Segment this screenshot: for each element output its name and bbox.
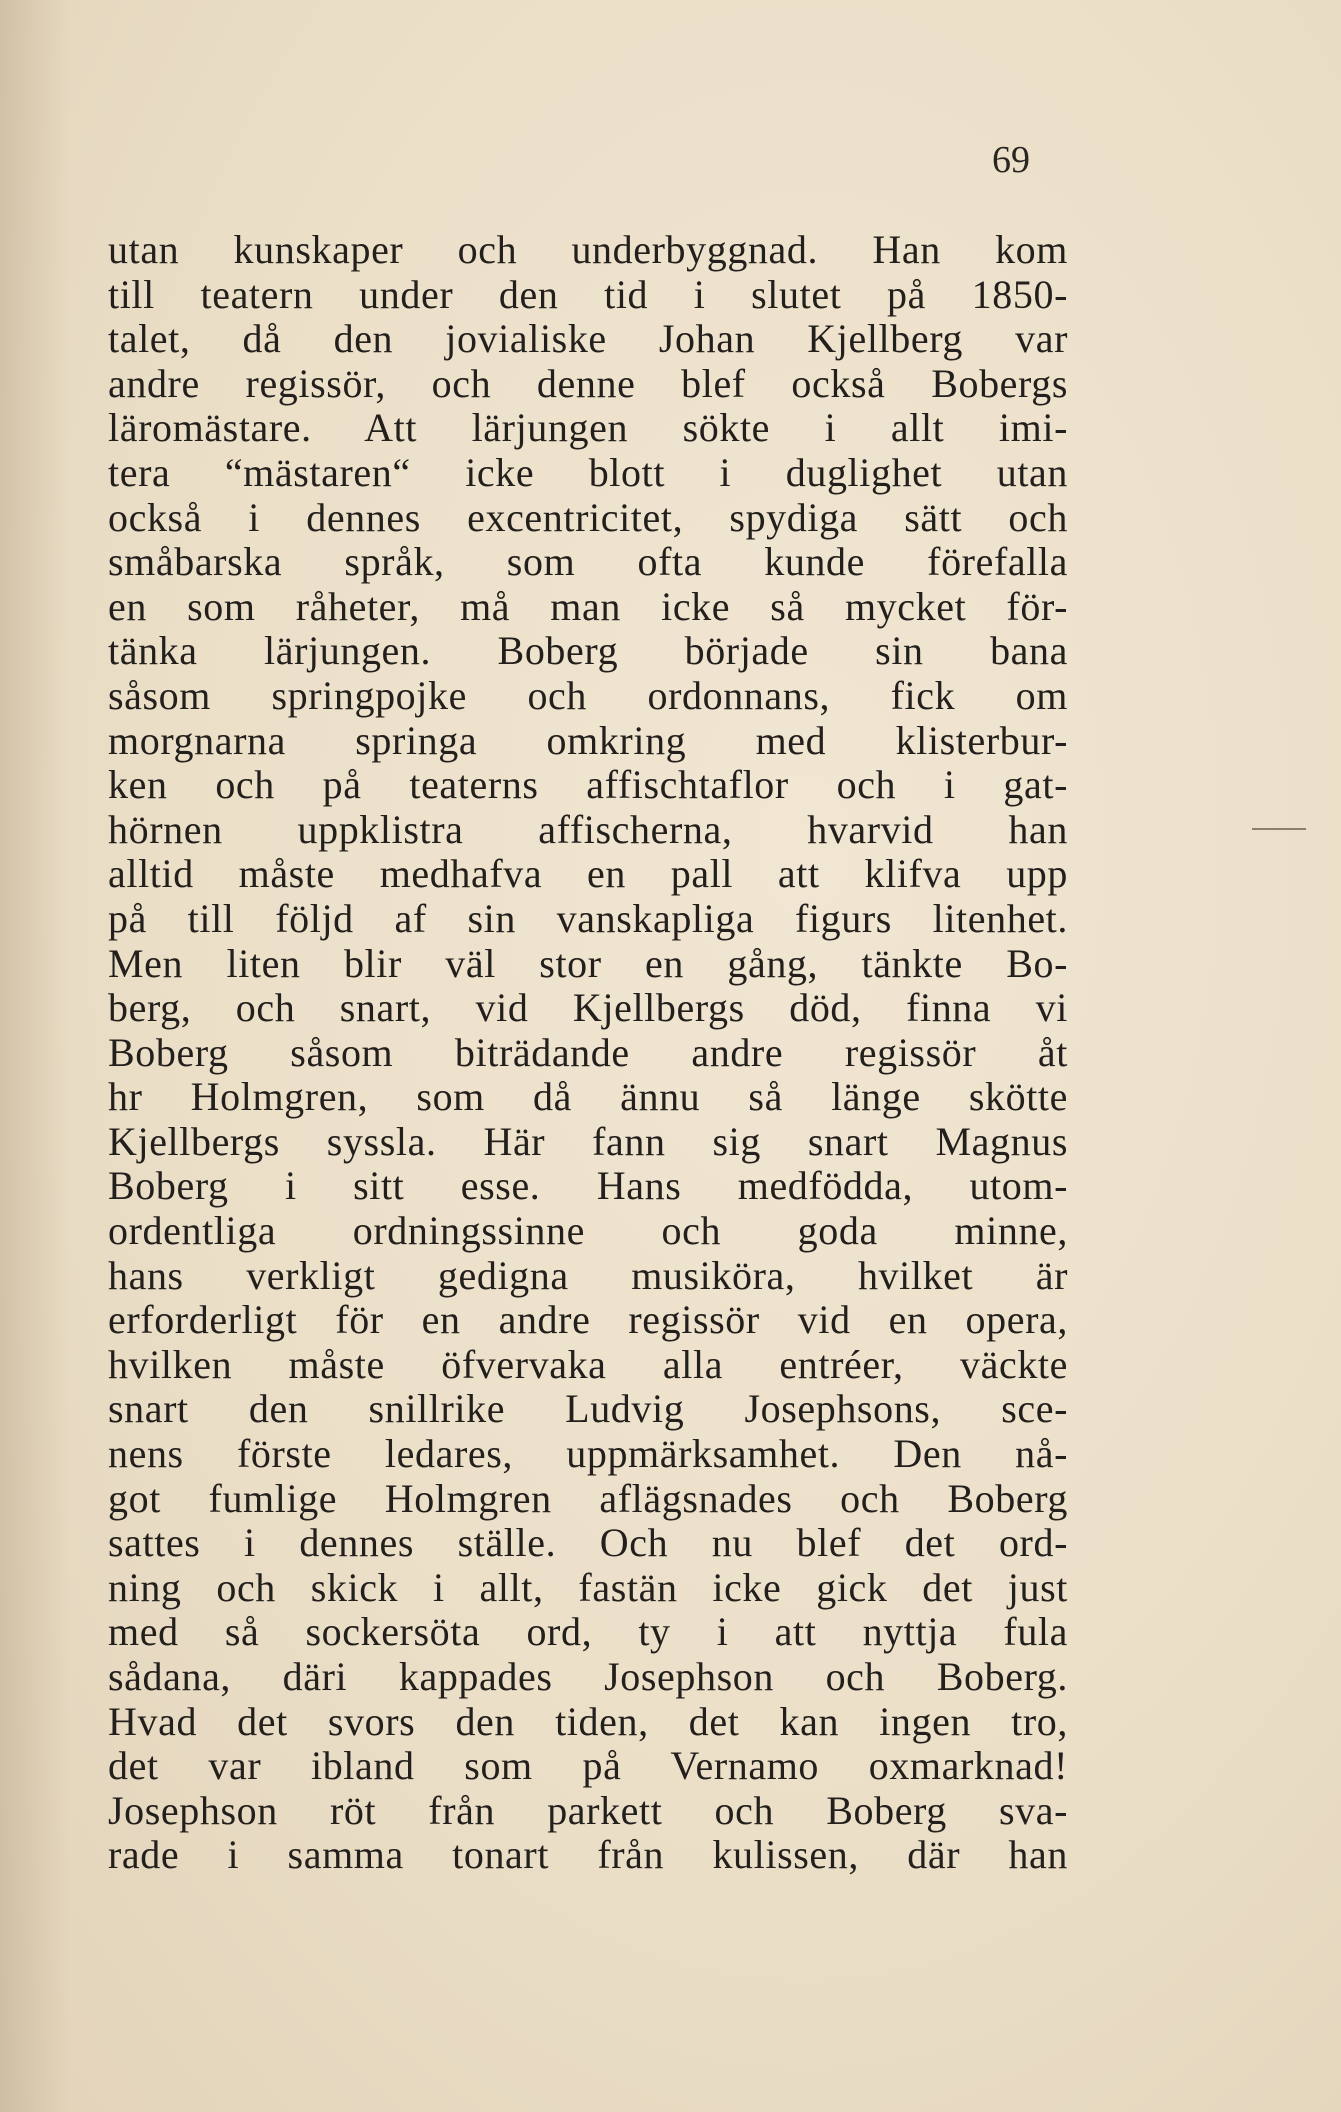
text-line: andre regissör, och denne blef också Bobergs (108, 360, 1068, 406)
text-line: det var ibland som på Vernamo oxmarknad! (108, 1743, 1068, 1789)
text-line: morgnarna springa omkring med klisterbur- (108, 717, 1068, 763)
text-line: ning och skick i allt, fastän icke gick det just (108, 1564, 1068, 1610)
text-line: sattes i dennes ställe. Och nu blef det ord- (108, 1520, 1068, 1566)
text-line: Boberg såsom biträdande andre regissör åt (108, 1029, 1068, 1075)
text-line: Boberg i sitt esse. Hans medfödda, utom- (108, 1163, 1068, 1209)
text-line: alltid måste medhafva en pall att klifva upp (108, 851, 1068, 897)
text-line: sådana, däri kappades Josephson och Boberg. (108, 1654, 1068, 1699)
text-line: ken och på teaterns affischtaflor och i gat- (108, 762, 1068, 808)
page-number: 69 (992, 139, 1030, 181)
text-line: tera “mästaren“ icke blott i duglighet utan (108, 449, 1068, 495)
text-line: småbarska språk, som ofta kunde förefalla (108, 539, 1068, 585)
text-line: rade i samma tonart från kulissen, där han (108, 1832, 1068, 1878)
text-line: erforderligt för en andre regissör vid en opera, (108, 1297, 1068, 1343)
text-line: hvilken måste öfvervaka alla entréer, väckte (108, 1341, 1068, 1387)
text-line: tänka lärjungen. Boberg började sin bana (108, 628, 1068, 674)
text-line: Hvad det svors den tiden, det kan ingen tro, (108, 1698, 1068, 1744)
text-line: hans verkligt gedigna musiköra, hvilket är (108, 1252, 1068, 1298)
text-line: snart den snillrike Ludvig Josephsons, sce- (108, 1386, 1068, 1432)
margin-mark (1252, 828, 1306, 830)
text-line: läromästare. Att lärjungen sökte i allt imi- (108, 405, 1068, 451)
text-line: got fumlige Holmgren aflägsnades och Boberg (108, 1475, 1068, 1521)
text-line: såsom springpojke och ordonnans, fick om (108, 672, 1068, 718)
text-line: berg, och snart, vid Kjellbergs död, finna vi (108, 985, 1068, 1031)
text-line: en som råheter, må man icke så mycket för- (108, 583, 1068, 629)
text-line: talet, då den jovialiske Johan Kjellberg var (108, 316, 1068, 362)
text-line: hr Holmgren, som då ännu så länge skötte (108, 1074, 1068, 1120)
gutter-shadow (0, 0, 70, 2112)
text-line: på till följd af sin vanskapliga figurs litenhet. (108, 895, 1068, 941)
text-line: Josephson röt från parkett och Boberg sva- (108, 1787, 1068, 1833)
text-line: Kjellbergs syssla. Här fann sig snart Magnus (108, 1118, 1068, 1164)
text-line: utan kunskaper och underbyggnad. Han kom (108, 227, 1068, 272)
text-line: också i dennes excentricitet, spydiga sätt och (108, 494, 1068, 540)
body-text (108, 228, 1068, 1878)
text-line: hörnen uppklistra affischerna, hvarvid han (108, 806, 1068, 852)
text-line: till teatern under den tid i slutet på 1850- (108, 271, 1068, 317)
text-line: Men liten blir väl stor en gång, tänkte Bo- (108, 940, 1068, 986)
text-line: ordentliga ordningssinne och goda minne, (108, 1208, 1068, 1254)
text-line: nens förste ledares, uppmärksamhet. Den nå- (108, 1431, 1068, 1477)
text-line: med så sockersöta ord, ty i att nyttja fula (108, 1609, 1068, 1655)
